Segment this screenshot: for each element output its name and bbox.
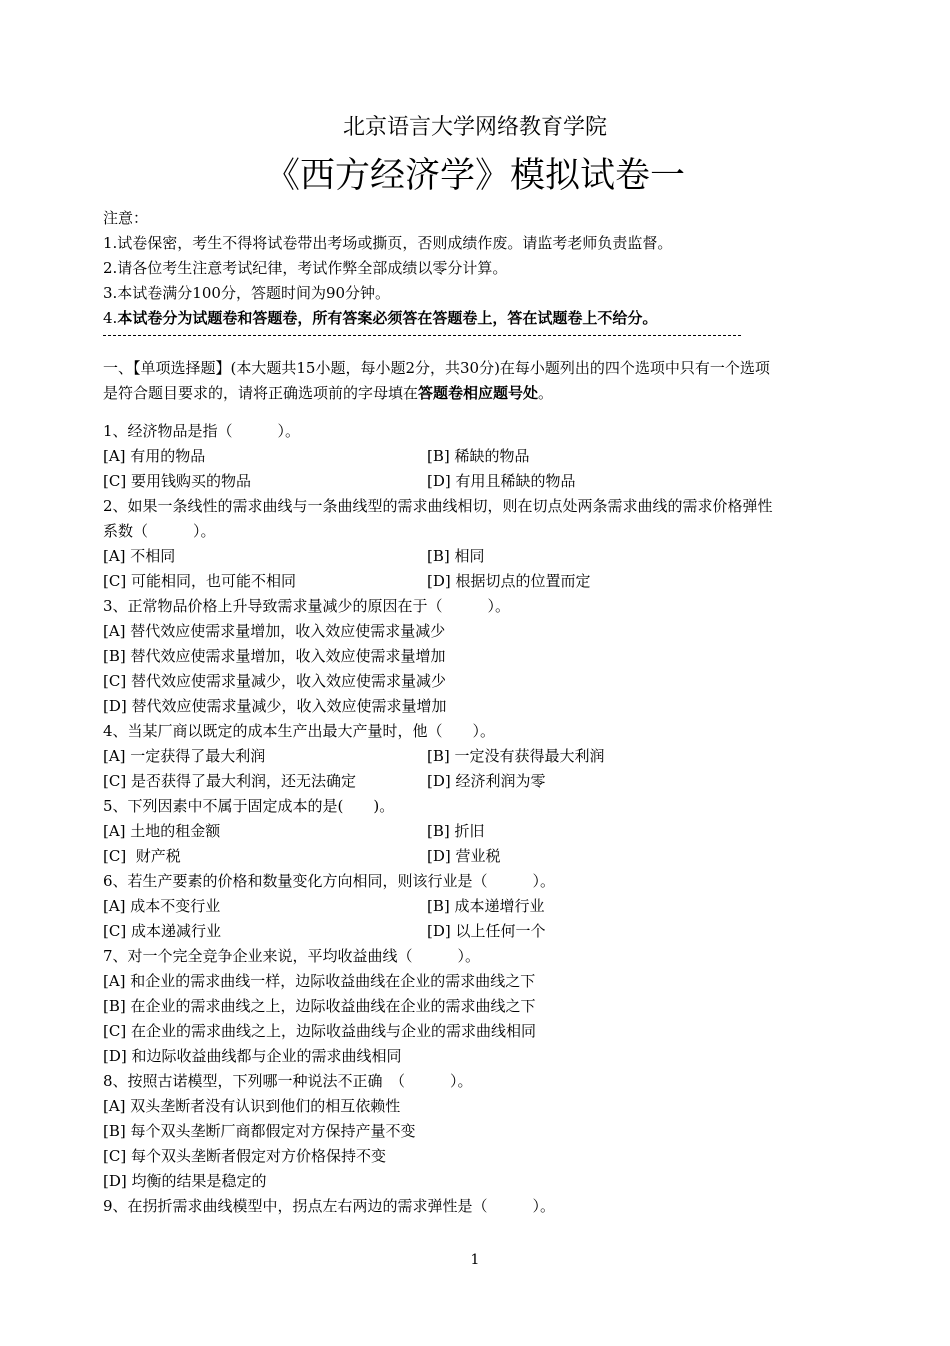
question-1-option-c: [C] 要用钱购买的物品 — [103, 472, 251, 490]
question-5-option-c: [C] 财产税 — [103, 847, 181, 865]
question-6-option-a: [A] 成本不变行业 — [103, 897, 221, 915]
question-1-option-a: [A] 有用的物品 — [103, 447, 206, 465]
question-2-option-d: [D] 根据切点的位置而定 — [427, 572, 591, 590]
note-2: 2.请各位考生注意考试纪律，考试作弊全部成绩以零分计算。 — [103, 259, 508, 277]
note-4 — [103, 307, 657, 329]
section-line2-suffix: 。 — [538, 384, 554, 402]
question-7-stem: 7、对一个完全竞争企业来说，平均收益曲线（ ）。 — [103, 947, 481, 965]
question-8-option-c: [C] 每个双头垄断者假定对方价格保持不变 — [103, 1147, 386, 1165]
question-5-option-b: [B] 折旧 — [427, 822, 485, 840]
question-7-option-b: [B] 在企业的需求曲线之上，边际收益曲线在企业的需求曲线之下 — [103, 997, 536, 1015]
question-3-option-a: [A] 替代效应使需求量增加，收入效应使需求量减少 — [103, 622, 446, 640]
question-6-option-b: [B] 成本递增行业 — [427, 897, 545, 915]
question-9-stem: 9、在拐折需求曲线模型中，拐点左右两边的需求弹性是（ ）。 — [103, 1197, 556, 1215]
question-2-stem-line-2: 系数（ ）。 — [103, 522, 216, 540]
question-6-option-d: [D] 以上任何一个 — [427, 922, 546, 940]
question-3-stem: 3、正常物品价格上升导致需求量减少的原因在于（ ）。 — [103, 597, 511, 615]
question-6-option-c: [C] 成本递减行业 — [103, 922, 221, 940]
question-4-stem: 4、当某厂商以既定的成本生产出最大产量时，他（ ）。 — [103, 722, 496, 740]
question-5-stem: 5、下列因素中不属于固定成本的是( )。 — [103, 797, 395, 815]
exam-title: 《西方经济学》模拟试卷一 — [264, 156, 685, 196]
note-3: 3.本试卷满分100分，答题时间为90分钟。 — [103, 284, 391, 302]
question-2-option-c: [C] 可能相同，也可能不相同 — [103, 572, 296, 590]
question-4-option-d: [D] 经济利润为零 — [427, 772, 546, 790]
question-8-option-a: [A] 双头垄断者没有认识到他们的相互依赖性 — [103, 1097, 401, 1115]
question-3-option-d: [D] 替代效应使需求量减少，收入效应使需求量增加 — [103, 697, 447, 715]
note-1: 1.试卷保密，考生不得将试卷带出考场或撕页，否则成绩作废。请监考老师负责监督。 — [103, 234, 673, 252]
question-5-option-a: [A] 土地的租金额 — [103, 822, 221, 840]
note-4-prefix: 4. — [103, 309, 118, 327]
question-7-option-c: [C] 在企业的需求曲线之上，边际收益曲线与企业的需求曲线相同 — [103, 1022, 536, 1040]
question-8-option-b: [B] 每个双头垄断厂商都假定对方保持产量不变 — [103, 1122, 416, 1140]
notes-heading: 注意： — [103, 209, 149, 227]
question-3-option-c: [C] 替代效应使需求量减少，收入效应使需求量减少 — [103, 672, 446, 690]
note-4-bold: 本试卷分为试题卷和答题卷，所有答案必须答在答题卷上，答在试题卷上不给分。 — [117, 309, 658, 327]
question-5-option-d: [D] 营业税 — [427, 847, 501, 865]
question-2-stem-line-1: 2、如果一条线性的需求曲线与一条曲线型的需求曲线相切，则在切点处两条需求曲线的需求价格弹性 — [103, 497, 773, 515]
question-4-option-a: [A] 一定获得了最大利润 — [103, 747, 266, 765]
question-6-stem: 6、若生产要素的价格和数量变化方向相同，则该行业是（ ）。 — [103, 872, 556, 890]
question-8-stem: 8、按照古诺模型，下列哪一种说法不正确 （ ）。 — [103, 1072, 473, 1090]
section-instructions-line-2 — [103, 382, 553, 404]
question-1-option-d: [D] 有用且稀缺的物品 — [427, 472, 576, 490]
separator-dashed-line — [103, 335, 741, 336]
section-line2-bold: 答题卷相应题号处 — [418, 384, 539, 402]
question-4-option-c: [C] 是否获得了最大利润，还无法确定 — [103, 772, 356, 790]
question-4-option-b: [B] 一定没有获得最大利润 — [427, 747, 605, 765]
institution-name: 北京语言大学网络教育学院 — [342, 115, 607, 140]
question-1-option-b: [B] 稀缺的物品 — [427, 447, 530, 465]
question-1-stem: 1、经济物品是指（ ）。 — [103, 422, 301, 440]
question-7-option-d: [D] 和边际收益曲线都与企业的需求曲线相同 — [103, 1047, 402, 1065]
question-3-option-b: [B] 替代效应使需求量增加，收入效应使需求量增加 — [103, 647, 446, 665]
question-2-option-b: [B] 相同 — [427, 547, 485, 565]
question-8-option-d: [D] 均衡的结果是稳定的 — [103, 1172, 267, 1190]
section-instructions-line-1: 一、【单项选择题】(本大题共15小题，每小题2分，共30分)在每小题列出的四个选项中只有一个选项 — [103, 359, 770, 377]
question-7-option-a: [A] 和企业的需求曲线一样，边际收益曲线在企业的需求曲线之下 — [103, 972, 536, 990]
page-number: 1 — [470, 1252, 480, 1268]
section-line2-prefix: 是符合题目要求的，请将正确选项前的字母填在 — [103, 384, 419, 402]
question-2-option-a: [A] 不相同 — [103, 547, 176, 565]
